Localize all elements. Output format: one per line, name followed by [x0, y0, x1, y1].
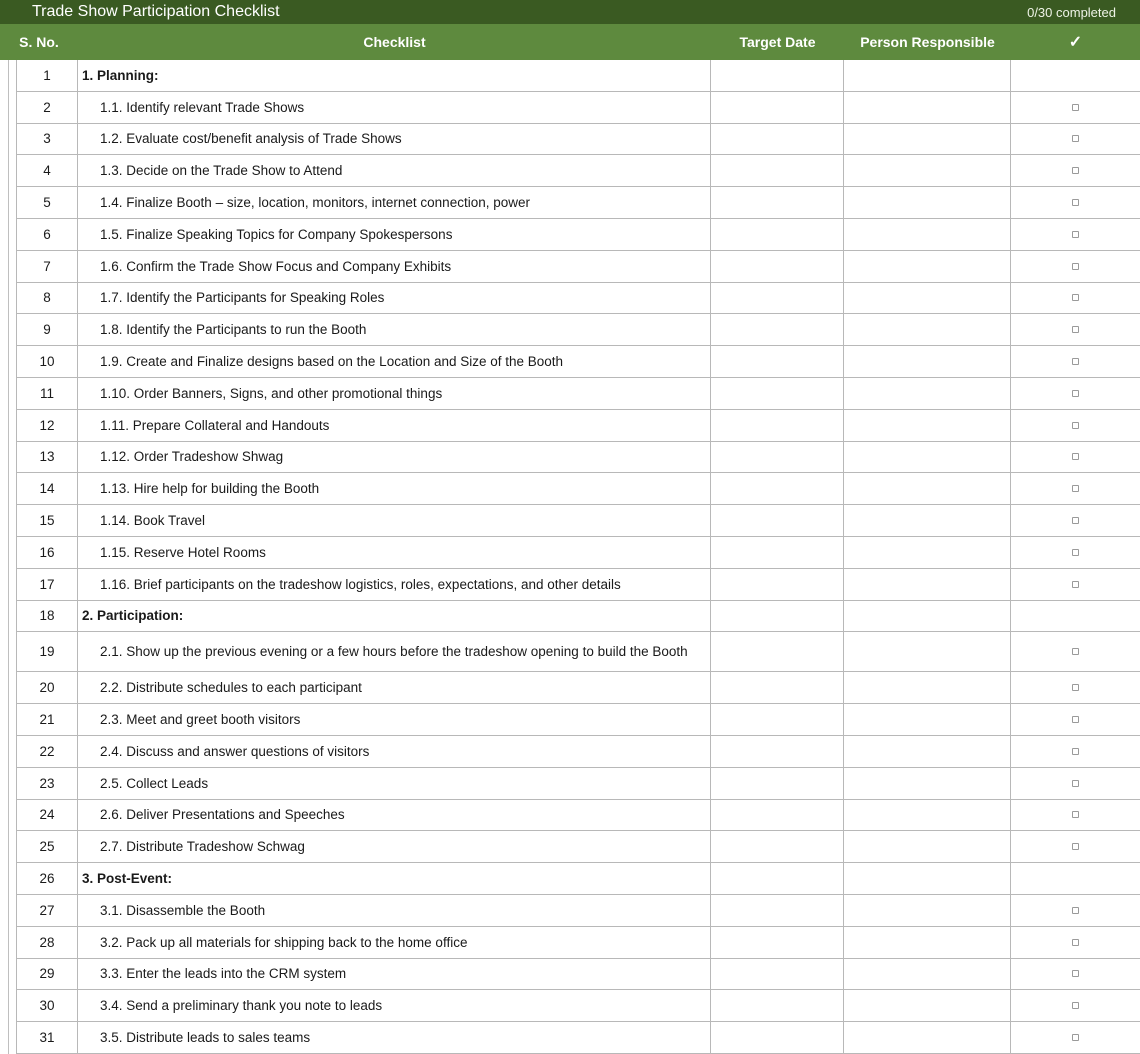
- checklist-item-cell: 1.2. Evaluate cost/benefit analysis of Trade Shows: [78, 124, 711, 155]
- serial-number-cell: 29: [16, 959, 78, 990]
- check-cell: [1011, 927, 1140, 958]
- check-cell: [1011, 442, 1140, 473]
- serial-number-cell: 17: [16, 569, 78, 600]
- target-date-cell[interactable]: [711, 768, 844, 799]
- checkbox[interactable]: [1072, 517, 1079, 524]
- checkbox[interactable]: [1072, 811, 1079, 818]
- check-cell: [1011, 831, 1140, 862]
- serial-number-cell: 11: [16, 378, 78, 409]
- table-row: [16, 831, 1140, 863]
- check-cell: [1011, 346, 1140, 377]
- checklist-item-cell: 3.3. Enter the leads into the CRM system: [78, 959, 711, 990]
- person-responsible-cell[interactable]: [844, 283, 1011, 314]
- checkbox[interactable]: [1072, 549, 1079, 556]
- section-row: [16, 601, 1140, 633]
- person-responsible-cell[interactable]: [844, 537, 1011, 568]
- table-row: [16, 800, 1140, 832]
- check-cell: [1011, 378, 1140, 409]
- checkbox[interactable]: [1072, 104, 1079, 111]
- target-date-cell[interactable]: [711, 219, 844, 250]
- check-cell: [1011, 314, 1140, 345]
- serial-number-cell: 27: [16, 895, 78, 926]
- checklist-item-cell: 2.2. Distribute schedules to each participant: [78, 672, 711, 703]
- checkbox[interactable]: [1072, 453, 1079, 460]
- checkbox[interactable]: [1072, 716, 1079, 723]
- person-responsible-cell[interactable]: [844, 505, 1011, 536]
- checklist-item-cell: 1.6. Confirm the Trade Show Focus and Company Exhibits: [78, 251, 711, 282]
- person-responsible-cell[interactable]: [844, 863, 1011, 894]
- serial-number-cell: 30: [16, 990, 78, 1021]
- person-responsible-cell[interactable]: [844, 346, 1011, 377]
- table-row: [16, 251, 1140, 283]
- checkbox[interactable]: [1072, 1034, 1079, 1041]
- table-row: [16, 92, 1140, 124]
- section-title-cell: 3. Post-Event:: [78, 863, 711, 894]
- person-responsible-cell[interactable]: [844, 990, 1011, 1021]
- person-responsible-cell[interactable]: [844, 831, 1011, 862]
- table-row: [16, 927, 1140, 959]
- checkbox[interactable]: [1072, 485, 1079, 492]
- checklist-item-cell: 1.8. Identify the Participants to run the Booth: [78, 314, 711, 345]
- check-cell: [1011, 736, 1140, 767]
- target-date-cell[interactable]: [711, 442, 844, 473]
- target-date-cell[interactable]: [711, 601, 844, 632]
- person-responsible-cell[interactable]: [844, 442, 1011, 473]
- serial-number-cell: 3: [16, 124, 78, 155]
- target-date-cell[interactable]: [711, 632, 844, 671]
- serial-number-cell: 21: [16, 704, 78, 735]
- table-row: [16, 959, 1140, 991]
- checkbox[interactable]: [1072, 939, 1079, 946]
- table-row: [16, 378, 1140, 410]
- target-date-cell[interactable]: [711, 959, 844, 990]
- title-bar: [0, 0, 1140, 24]
- table-row: [16, 990, 1140, 1022]
- target-date-cell[interactable]: [711, 704, 844, 735]
- person-responsible-cell[interactable]: [844, 800, 1011, 831]
- table-header: [0, 24, 1140, 60]
- checkbox[interactable]: [1072, 970, 1079, 977]
- check-cell: [1011, 219, 1140, 250]
- checkbox[interactable]: [1072, 907, 1079, 914]
- table-row: [16, 410, 1140, 442]
- serial-number-cell: 1: [16, 60, 78, 91]
- serial-number-cell: 24: [16, 800, 78, 831]
- target-date-cell[interactable]: [711, 736, 844, 767]
- check-cell: [1011, 1022, 1140, 1053]
- table-row: [16, 632, 1140, 672]
- person-responsible-cell[interactable]: [844, 569, 1011, 600]
- checklist-table: [16, 60, 1140, 1054]
- check-cell: [1011, 124, 1140, 155]
- target-date-cell[interactable]: [711, 863, 844, 894]
- target-date-cell[interactable]: [711, 92, 844, 123]
- serial-number-cell: 23: [16, 768, 78, 799]
- checkbox[interactable]: [1072, 231, 1079, 238]
- checklist-item-cell: 3.2. Pack up all materials for shipping back to the home office: [78, 927, 711, 958]
- checkbox[interactable]: [1072, 684, 1079, 691]
- table-row: [16, 219, 1140, 251]
- checkbox[interactable]: [1072, 843, 1079, 850]
- check-cell: [1011, 601, 1140, 632]
- check-cell: [1011, 155, 1140, 186]
- target-date-cell[interactable]: [711, 800, 844, 831]
- serial-number-cell: 31: [16, 1022, 78, 1053]
- person-responsible-cell[interactable]: [844, 736, 1011, 767]
- target-date-cell[interactable]: [711, 990, 844, 1021]
- check-cell: [1011, 990, 1140, 1021]
- checklist-item-cell: 1.3. Decide on the Trade Show to Attend: [78, 155, 711, 186]
- serial-number-cell: 16: [16, 537, 78, 568]
- table-row: [16, 569, 1140, 601]
- checklist-item-cell: 1.9. Create and Finalize designs based on the Location and Size of the Booth: [78, 346, 711, 377]
- person-responsible-cell[interactable]: [844, 927, 1011, 958]
- check-cell: [1011, 187, 1140, 218]
- serial-number-cell: 4: [16, 155, 78, 186]
- checkbox[interactable]: [1072, 422, 1079, 429]
- check-cell: [1011, 800, 1140, 831]
- table-row: [16, 768, 1140, 800]
- person-responsible-cell[interactable]: [844, 410, 1011, 441]
- person-responsible-cell[interactable]: [844, 251, 1011, 282]
- checklist-item-cell: 1.4. Finalize Booth – size, location, monitors, internet connection, power: [78, 187, 711, 218]
- checklist-item-cell: 1.10. Order Banners, Signs, and other promotional things: [78, 378, 711, 409]
- table-row: [16, 672, 1140, 704]
- checklist-item-cell: 1.16. Brief participants on the tradeshow logistics, roles, expectations, and other details: [78, 569, 711, 600]
- checklist-item-cell: 1.14. Book Travel: [78, 505, 711, 536]
- checklist-item-cell: 1.12. Order Tradeshow Shwag: [78, 442, 711, 473]
- serial-number-cell: 2: [16, 92, 78, 123]
- check-cell: [1011, 569, 1140, 600]
- checkbox[interactable]: [1072, 1002, 1079, 1009]
- checklist-item-cell: 2.5. Collect Leads: [78, 768, 711, 799]
- serial-number-cell: 6: [16, 219, 78, 250]
- target-date-cell[interactable]: [711, 505, 844, 536]
- sheet-left-border: [8, 60, 9, 1054]
- checklist-item-cell: 2.3. Meet and greet booth visitors: [78, 704, 711, 735]
- target-date-cell[interactable]: [711, 124, 844, 155]
- column-header-target-date: Target Date: [739, 34, 816, 50]
- serial-number-cell: 5: [16, 187, 78, 218]
- section-title-cell: 2. Participation:: [78, 601, 711, 632]
- completion-counter: 0/30 completed: [1027, 4, 1116, 20]
- table-row: [16, 346, 1140, 378]
- person-responsible-cell[interactable]: [844, 92, 1011, 123]
- person-responsible-cell[interactable]: [844, 378, 1011, 409]
- person-responsible-cell[interactable]: [844, 473, 1011, 504]
- check-cell: [1011, 632, 1140, 671]
- checklist-item-cell: 1.13. Hire help for building the Booth: [78, 473, 711, 504]
- table-row: [16, 283, 1140, 315]
- check-cell: [1011, 704, 1140, 735]
- checklist-item-cell: 1.7. Identify the Participants for Speaking Roles: [78, 283, 711, 314]
- checkbox[interactable]: [1072, 199, 1079, 206]
- target-date-cell[interactable]: [711, 672, 844, 703]
- table-row: [16, 124, 1140, 156]
- table-row: [16, 895, 1140, 927]
- checklist-item-cell: 2.1. Show up the previous evening or a few hours before the tradeshow opening to build the Booth: [78, 632, 711, 671]
- target-date-cell[interactable]: [711, 283, 844, 314]
- checklist-item-cell: 1.5. Finalize Speaking Topics for Company Spokespersons: [78, 219, 711, 250]
- person-responsible-cell[interactable]: [844, 895, 1011, 926]
- table-row: [16, 505, 1140, 537]
- serial-number-cell: 22: [16, 736, 78, 767]
- table-row: [16, 155, 1140, 187]
- person-responsible-cell[interactable]: [844, 187, 1011, 218]
- table-row: [16, 473, 1140, 505]
- target-date-cell[interactable]: [711, 378, 844, 409]
- check-cell: [1011, 672, 1140, 703]
- checkbox[interactable]: [1072, 748, 1079, 755]
- checklist-item-cell: 2.4. Discuss and answer questions of visitors: [78, 736, 711, 767]
- checklist-item-cell: 3.1. Disassemble the Booth: [78, 895, 711, 926]
- check-cell: [1011, 283, 1140, 314]
- person-responsible-cell[interactable]: [844, 1022, 1011, 1053]
- checklist-item-cell: 2.6. Deliver Presentations and Speeches: [78, 800, 711, 831]
- target-date-cell[interactable]: [711, 1022, 844, 1053]
- target-date-cell[interactable]: [711, 60, 844, 91]
- serial-number-cell: 19: [16, 632, 78, 671]
- check-cell: [1011, 768, 1140, 799]
- serial-number-cell: 9: [16, 314, 78, 345]
- checkbox[interactable]: [1072, 390, 1079, 397]
- target-date-cell[interactable]: [711, 831, 844, 862]
- target-date-cell[interactable]: [711, 569, 844, 600]
- column-header-checklist: Checklist: [363, 34, 426, 50]
- target-date-cell[interactable]: [711, 251, 844, 282]
- check-cell: [1011, 959, 1140, 990]
- column-header-check: ✓: [1068, 34, 1083, 51]
- check-cell: [1011, 537, 1140, 568]
- checkbox[interactable]: [1072, 648, 1079, 655]
- check-cell: [1011, 895, 1140, 926]
- checklist-item-cell: 3.5. Distribute leads to sales teams: [78, 1022, 711, 1053]
- person-responsible-cell[interactable]: [844, 768, 1011, 799]
- table-row: [16, 736, 1140, 768]
- target-date-cell[interactable]: [711, 927, 844, 958]
- check-cell: [1011, 473, 1140, 504]
- serial-number-cell: 10: [16, 346, 78, 377]
- serial-number-cell: 13: [16, 442, 78, 473]
- checklist-item-cell: 3.4. Send a preliminary thank you note to leads: [78, 990, 711, 1021]
- checkbox[interactable]: [1072, 780, 1079, 787]
- checklist-item-cell: 1.11. Prepare Collateral and Handouts: [78, 410, 711, 441]
- check-cell: [1011, 251, 1140, 282]
- target-date-cell[interactable]: [711, 537, 844, 568]
- table-row: [16, 537, 1140, 569]
- checkbox[interactable]: [1072, 263, 1079, 270]
- checkbox[interactable]: [1072, 135, 1079, 142]
- checkbox[interactable]: [1072, 581, 1079, 588]
- checkbox[interactable]: [1072, 358, 1079, 365]
- check-cell: [1011, 60, 1140, 91]
- checklist-item-cell: 1.1. Identify relevant Trade Shows: [78, 92, 711, 123]
- person-responsible-cell[interactable]: [844, 959, 1011, 990]
- column-header-serial-number: S. No.: [19, 34, 59, 50]
- target-date-cell[interactable]: [711, 346, 844, 377]
- table-row: [16, 704, 1140, 736]
- table-row: [16, 187, 1140, 219]
- target-date-cell[interactable]: [711, 155, 844, 186]
- person-responsible-cell[interactable]: [844, 672, 1011, 703]
- section-row: [16, 863, 1140, 895]
- person-responsible-cell[interactable]: [844, 632, 1011, 671]
- serial-number-cell: 18: [16, 601, 78, 632]
- target-date-cell[interactable]: [711, 187, 844, 218]
- checkbox[interactable]: [1072, 326, 1079, 333]
- person-responsible-cell[interactable]: [844, 314, 1011, 345]
- person-responsible-cell[interactable]: [844, 60, 1011, 91]
- checkbox[interactable]: [1072, 167, 1079, 174]
- serial-number-cell: 26: [16, 863, 78, 894]
- person-responsible-cell[interactable]: [844, 601, 1011, 632]
- page-title: Trade Show Participation Checklist: [32, 3, 280, 20]
- target-date-cell[interactable]: [711, 314, 844, 345]
- serial-number-cell: 15: [16, 505, 78, 536]
- table-row: [16, 1022, 1140, 1054]
- checklist-item-cell: 2.7. Distribute Tradeshow Schwag: [78, 831, 711, 862]
- check-cell: [1011, 863, 1140, 894]
- table-row: [16, 314, 1140, 346]
- person-responsible-cell[interactable]: [844, 219, 1011, 250]
- checklist-item-cell: 1.15. Reserve Hotel Rooms: [78, 537, 711, 568]
- serial-number-cell: 20: [16, 672, 78, 703]
- target-date-cell[interactable]: [711, 895, 844, 926]
- check-cell: [1011, 505, 1140, 536]
- serial-number-cell: 7: [16, 251, 78, 282]
- table-row: [16, 442, 1140, 474]
- serial-number-cell: 8: [16, 283, 78, 314]
- section-title-cell: 1. Planning:: [78, 60, 711, 91]
- checkbox[interactable]: [1072, 294, 1079, 301]
- target-date-cell[interactable]: [711, 410, 844, 441]
- section-row: [16, 60, 1140, 92]
- person-responsible-cell[interactable]: [844, 124, 1011, 155]
- serial-number-cell: 28: [16, 927, 78, 958]
- serial-number-cell: 25: [16, 831, 78, 862]
- serial-number-cell: 12: [16, 410, 78, 441]
- serial-number-cell: 14: [16, 473, 78, 504]
- person-responsible-cell[interactable]: [844, 155, 1011, 186]
- check-cell: [1011, 92, 1140, 123]
- column-header-person-responsible: Person Responsible: [860, 34, 995, 50]
- check-cell: [1011, 410, 1140, 441]
- person-responsible-cell[interactable]: [844, 704, 1011, 735]
- target-date-cell[interactable]: [711, 473, 844, 504]
